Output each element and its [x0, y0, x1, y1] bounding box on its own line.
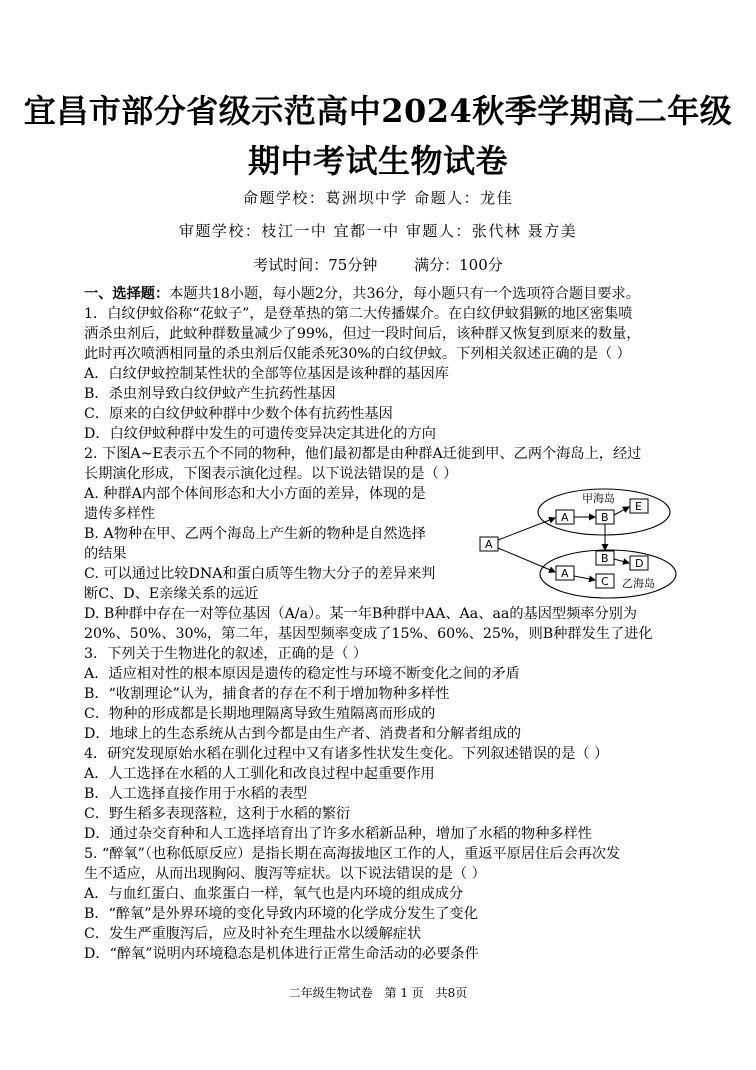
q3-option-b: B．“收割理论”认为，捕食者的存在不利于增加物种多样性 — [84, 686, 450, 702]
q1-stem-line: 1．白纹伊蚊俗称“花蚊子”，是登革热的第二大传播媒介。在白纹伊蚊猖獗的地区密集喷 — [84, 306, 633, 322]
q2-option-b: B. A物种在甲、乙两个海岛上产生新的物种是自然选择 — [84, 526, 426, 542]
node-yi-c-label: C — [601, 575, 609, 588]
questions-body — [84, 284, 684, 964]
island-yi-label: 乙海岛 — [622, 577, 655, 590]
node-jia-a-label: A — [561, 511, 569, 524]
q5-stem-line: 5. “醉氧”（也称低原反应）是指长期在高海拔地区工作的人，重返平原居住后会再次发 — [84, 846, 621, 862]
q3-option-a: A．适应相对性的根本原因是遗传的稳定性与环境不断变化之间的矛盾 — [84, 666, 520, 682]
exam-time: 考试时间：75分钟 — [253, 256, 378, 274]
node-yi-b-label: B — [601, 552, 609, 565]
q4-option-a: A．人工选择在水稻的人工驯化和改良过程中起重要作用 — [84, 766, 435, 782]
full-score: 满分：100分 — [414, 256, 503, 274]
setter-info: 命题学校：葛洲坝中学 命题人：龙佳 — [242, 189, 514, 207]
q2-option-d-cont: 20%、50%、30%，第二年，基因型频率变成了15%、60%、25%，则B种群发生了进化 — [84, 626, 653, 642]
reviewer-info: 审题学校：枝江一中 宜都一中 审题人：张代林 聂方美 — [178, 222, 578, 240]
footer-page-number: 第 1 页 — [384, 986, 424, 1000]
exam-title-line2: 期中考试生物试卷 — [247, 142, 508, 180]
q1-stem-line: 此时再次喷洒相同量的杀虫剂后仅能杀死30%的白纹伊蚊。下列相关叙述正确的是（ ） — [84, 346, 631, 362]
q5-option-b: B．“醉氧”是外界环境的变化导致内环境的化学成分发生了变化 — [84, 906, 478, 922]
q2-option-c-cont: 断C、D、E亲缘关系的远近 — [84, 586, 259, 602]
q2-stem-line: 2. 下图A~E表示五个不同的物种，他们最初都是由种群A迁徙到甲、乙两个海岛上，经过 — [84, 446, 642, 462]
q2-option-a-cont: 遗传多样性 — [84, 506, 155, 522]
page-footer — [0, 984, 756, 1001]
q2-option-d: D. B种群中存在一对等位基因（A/a）。某一年B种群中AA、Aa、aa的基因型频率分别为 — [84, 606, 638, 622]
node-origin-a-label: A — [485, 538, 493, 551]
q4-stem-line: 4．研究发现原始水稻在驯化过程中又有诸多性状发生变化。下列叙述错误的是（ ） — [84, 746, 609, 762]
q1-option-d: D．白纹伊蚊种群中发生的可遗传变异决定其进化的方向 — [84, 426, 436, 442]
node-yi-d-label: D — [635, 557, 644, 570]
q4-option-b: B．人工选择直接作用于水稻的表型 — [84, 786, 308, 802]
q5-option-d: D．“醉氧”说明内环境稳态是机体进行正常生命活动的必要条件 — [84, 946, 479, 962]
q3-option-d: D．地球上的生态系统从古到今都是由生产者、消费者和分解者组成的 — [84, 726, 522, 742]
footer-total-pages: 共8页 — [435, 986, 468, 1000]
node-jia-e-label: E — [635, 500, 642, 513]
q2-option-a: A. 种群A内部个体间形态和大小方面的差异，体现的是 — [84, 486, 426, 502]
island-jia-label: 甲海岛 — [582, 492, 615, 505]
arrow-jia-b-to-e — [614, 507, 629, 515]
q3-option-c: C．物种的形成都是长期地理隔离导致生殖隔离而形成的 — [84, 706, 436, 722]
q4-option-d: D．通过杂交育种和人工选择培育出了许多水稻新品种，增加了水稻的物种多样性 — [84, 826, 592, 842]
speciation-diagram — [472, 488, 682, 600]
arrow-origin-to-yi — [498, 548, 555, 572]
footer-paper-name: 二年级生物试卷 — [288, 986, 373, 1000]
section-heading: 一、选择题：本题共18小题，每小题2分，共36分，每小题只有一个选项符合题目要求。 — [84, 286, 640, 302]
node-jia-b-label: B — [601, 511, 609, 524]
q2-option-b-cont: 的结果 — [84, 546, 127, 562]
node-yi-a-label: A — [561, 567, 569, 580]
q4-option-c: C．野生稻多表现落粒，这利于水稻的繁衍 — [84, 806, 351, 822]
q5-option-a: A．与血红蛋白、血浆蛋白一样，氧气也是内环境的组成成分 — [84, 886, 464, 902]
q2-option-c: C. 可以通过比较DNA和蛋白质等生物大分子的差异来判 — [84, 566, 436, 582]
q2-stem-line: 长期演化形成，下图表示演化过程。以下说法错误的是（ ） — [84, 466, 458, 482]
q5-option-c: C．发生严重腹泻后，应及时补充生理盐水以缓解症状 — [84, 926, 422, 942]
arrow-yi-a-to-c — [574, 576, 595, 580]
exam-title-line1: 宜昌市部分省级示范高中2024秋季学期高二年级 — [23, 92, 733, 130]
arrow-yi-b-to-d — [614, 559, 629, 563]
q1-option-a: A．白纹伊蚊控制某性状的全部等位基因是该种群的基因库 — [84, 366, 449, 382]
exam-meta — [0, 254, 756, 275]
q5-stem-line: 生不适应，从而出现胸闷、腹泻等症状。以下说法错误的是（ ） — [84, 866, 486, 882]
q3-stem-line: 3．下列关于生物进化的叙述，正确的是（ ） — [84, 646, 368, 662]
q1-option-c: C．原来的白纹伊蚊种群中少数个体有抗药性基因 — [84, 406, 393, 422]
q1-stem-line: 洒杀虫剂后，此蚊种群数量减少了99%，但过一段时间后，该种群又恢复到原来的数量， — [84, 326, 641, 342]
q1-option-b: B．杀虫剂导致白纹伊蚊产生抗药性基因 — [84, 386, 336, 402]
arrow-origin-to-jia — [498, 518, 555, 540]
